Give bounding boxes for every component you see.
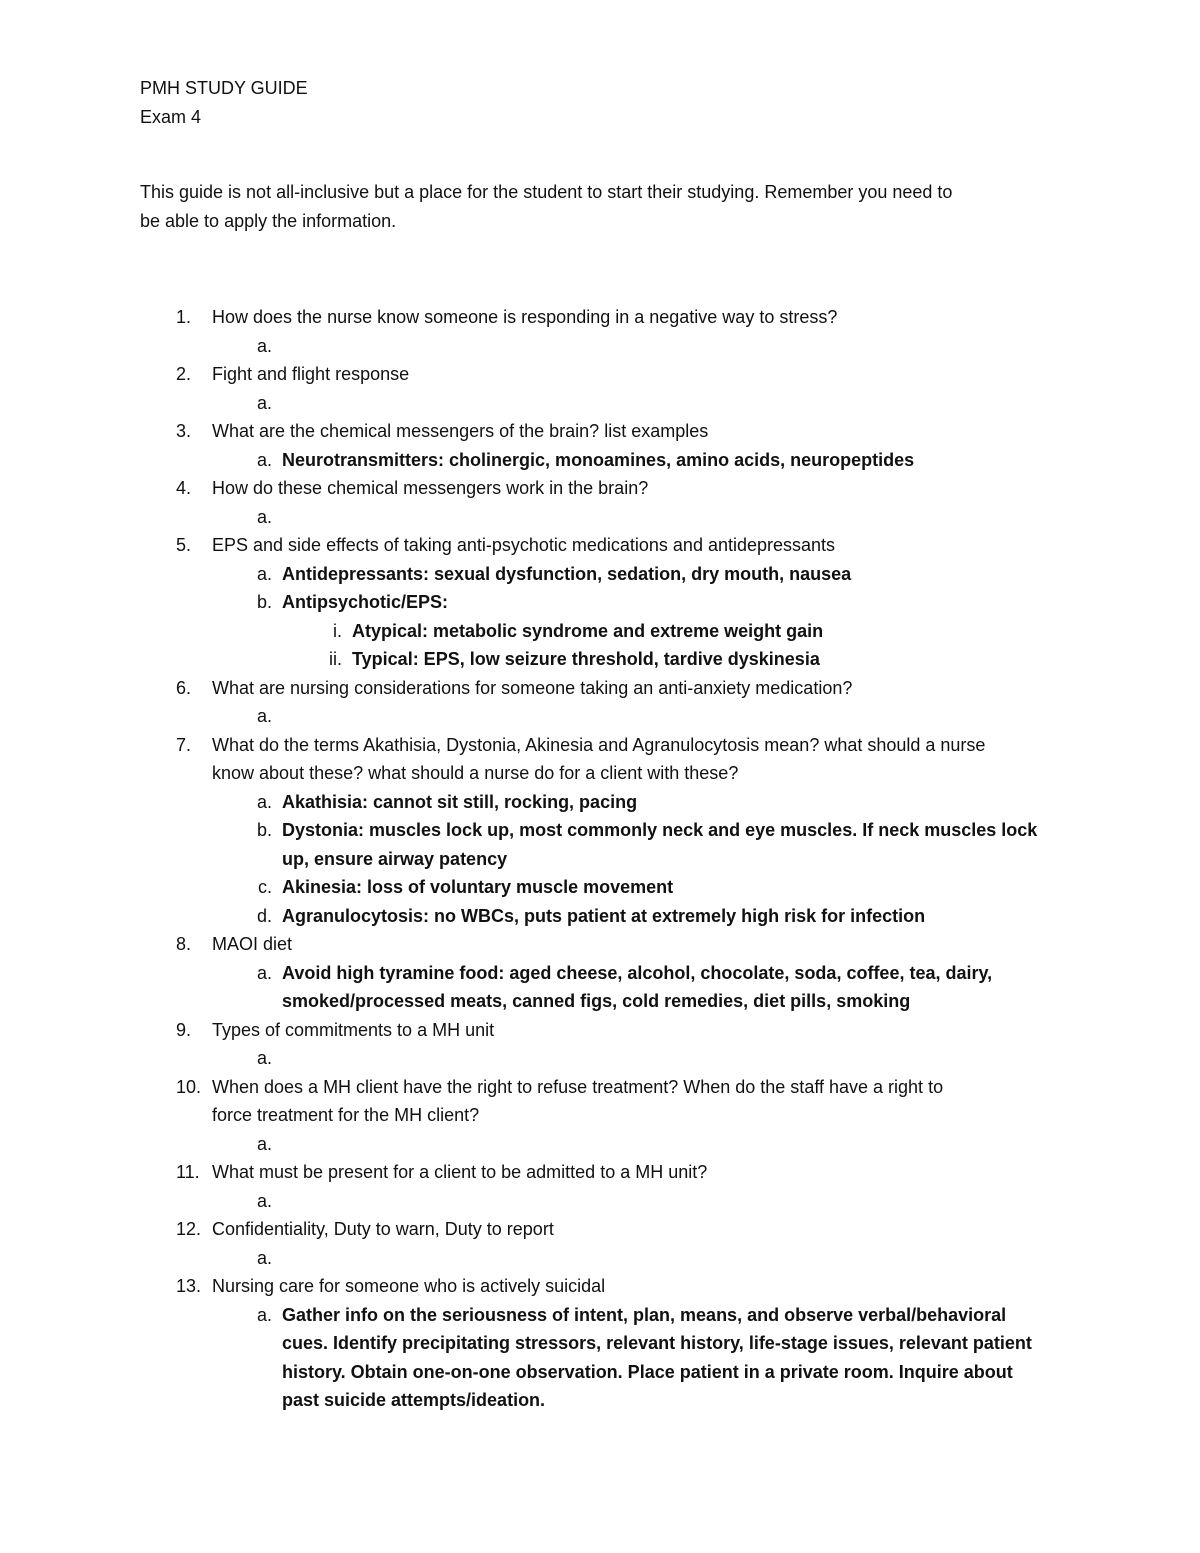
intro-line-1: This guide is not all-inclusive but a place for the student to start their studying. Remember you need to (140, 182, 953, 202)
doc-title: PMH STUDY GUIDE (140, 78, 308, 98)
answer-item (140, 702, 1080, 731)
answer-text-continued: past suicide attempts/ideation. (282, 1390, 546, 1410)
question-item (140, 731, 1080, 760)
question-number: 10. (176, 1076, 202, 1097)
answer-text-continued: history. Obtain one-on-one observation. Place patient in a private room. Inquire about (282, 1361, 1013, 1382)
question-text: What must be present for a client to be admitted to a MH unit? (212, 1162, 708, 1182)
question-number: 4. (176, 478, 192, 498)
question-item (140, 1073, 1080, 1102)
answer-marker: b. (256, 592, 272, 612)
answer-item (140, 902, 1080, 931)
answer-item (140, 560, 1080, 589)
answer-marker: a. (256, 1133, 272, 1154)
question-item (140, 1272, 1080, 1301)
answer-item (140, 588, 1080, 617)
answer-marker: a. (256, 1304, 272, 1325)
intro-line-2: be able to apply the information. (140, 210, 397, 231)
question-item (140, 930, 1080, 959)
answer-marker: a. (256, 1048, 272, 1068)
question-item (140, 474, 1080, 503)
answer-text: Antidepressants: sexual dysfunction, sedation, dry mouth, nausea (282, 563, 852, 584)
answer-item (140, 1244, 1080, 1273)
doc-subtitle: Exam 4 (140, 106, 202, 127)
answer-item (140, 389, 1080, 418)
answer-item (140, 873, 1080, 902)
answer-item (140, 1130, 1080, 1159)
question-number: 3. (176, 421, 192, 441)
answer-marker: a. (256, 449, 272, 470)
answer-marker: a. (256, 1190, 272, 1211)
answer-item (140, 332, 1080, 361)
question-number: 6. (176, 677, 192, 698)
answer-item (140, 1187, 1080, 1216)
question-text-continued: force treatment for the MH client? (212, 1105, 480, 1125)
question-text: Fight and flight response (212, 364, 410, 384)
question-text: Nursing care for someone who is actively suicidal (212, 1276, 606, 1296)
question-text: Types of commitments to a MH unit (212, 1019, 495, 1040)
question-number: 12. (176, 1219, 202, 1239)
sub-answer-item (140, 617, 1080, 646)
spacer (140, 131, 1080, 178)
answer-marker: a. (256, 563, 272, 584)
question-number: 13. (176, 1276, 202, 1296)
sub-answer-text: Atypical: metabolic syndrome and extreme weight gain (352, 620, 824, 641)
answer-text: Akinesia: loss of voluntary muscle movement (282, 877, 674, 897)
question-text: How do these chemical messengers work in the brain? (212, 478, 649, 498)
answer-marker: a. (256, 506, 272, 527)
question-text: Confidentiality, Duty to warn, Duty to report (212, 1219, 554, 1239)
answer-marker: a. (256, 791, 272, 812)
question-item (140, 1016, 1080, 1045)
sub-answer-marker: i. (333, 620, 342, 641)
answer-text-continued: smoked/processed meats, canned figs, cold remedies, diet pills, smoking (282, 991, 911, 1011)
answer-marker: a. (256, 392, 272, 413)
question-number: 11. (176, 1162, 200, 1182)
answer-item (140, 788, 1080, 817)
answer-text-continued: cues. Identify precipitating stressors, relevant history, life-stage issues, relevant patient (282, 1333, 1032, 1353)
question-item (140, 1215, 1080, 1244)
sub-answer-marker: ii. (329, 649, 342, 669)
sub-answer-text: Typical: EPS, low seizure threshold, tardive dyskinesia (352, 649, 820, 669)
answer-text: Avoid high tyramine food: aged cheese, alcohol, chocolate, soda, coffee, tea, dairy, (282, 962, 993, 983)
question-text: MAOI diet (212, 934, 293, 954)
answer-marker: b. (256, 820, 272, 840)
answer-marker: d. (256, 905, 272, 926)
answer-item (140, 1044, 1080, 1073)
answer-marker: a. (256, 706, 272, 726)
answer-item (140, 503, 1080, 532)
answer-item (140, 816, 1080, 845)
answer-text: Agranulocytosis: no WBCs, puts patient at extremely high risk for infection (282, 905, 926, 926)
question-number: 2. (176, 364, 192, 384)
question-item (140, 360, 1080, 389)
spacer (140, 235, 1080, 303)
answer-text: Akathisia: cannot sit still, rocking, pacing (282, 791, 638, 812)
question-text: When does a MH client have the right to refuse treatment? When do the staff have a right to (212, 1076, 944, 1097)
answer-text: Dystonia: muscles lock up, most commonly neck and eye muscles. If neck muscles lock (282, 820, 1038, 840)
answer-marker: c. (257, 877, 272, 897)
answer-text: Gather info on the seriousness of intent, plan, means, and observe verbal/behavioral (282, 1304, 1007, 1325)
document-page (140, 74, 1080, 1415)
question-number: 9. (176, 1019, 192, 1040)
question-text: What do the terms Akathisia, Dystonia, Akinesia and Agranulocytosis mean? what should a nurse (212, 734, 986, 755)
question-item (140, 531, 1080, 560)
answer-marker: a. (256, 962, 272, 983)
answer-text-continued: up, ensure airway patency (282, 848, 508, 869)
answer-marker: a. (256, 335, 272, 356)
question-number: 5. (176, 535, 192, 555)
question-text: What are nursing considerations for someone taking an anti-anxiety medication? (212, 677, 853, 698)
question-text-continued: know about these? what should a nurse do for a client with these? (212, 763, 739, 783)
question-text: EPS and side effects of taking anti-psychotic medications and antidepressants (212, 535, 836, 555)
question-text: How does the nurse know someone is responding in a negative way to stress? (212, 307, 838, 327)
question-item (140, 1158, 1080, 1187)
question-item (140, 303, 1080, 332)
sub-answer-item (140, 645, 1080, 674)
question-text: What are the chemical messengers of the brain? list examples (212, 421, 709, 441)
answer-text: Neurotransmitters: cholinergic, monoamines, amino acids, neuropeptides (282, 449, 915, 470)
answer-text: Antipsychotic/EPS: (282, 592, 449, 612)
answer-item (140, 959, 1080, 988)
question-number: 7. (176, 734, 192, 755)
answer-marker: a. (256, 1247, 272, 1268)
question-number: 1. (176, 307, 192, 327)
answer-item (140, 446, 1080, 475)
question-item (140, 674, 1080, 703)
answer-item (140, 1301, 1080, 1330)
question-number: 8. (176, 934, 192, 954)
question-item (140, 417, 1080, 446)
